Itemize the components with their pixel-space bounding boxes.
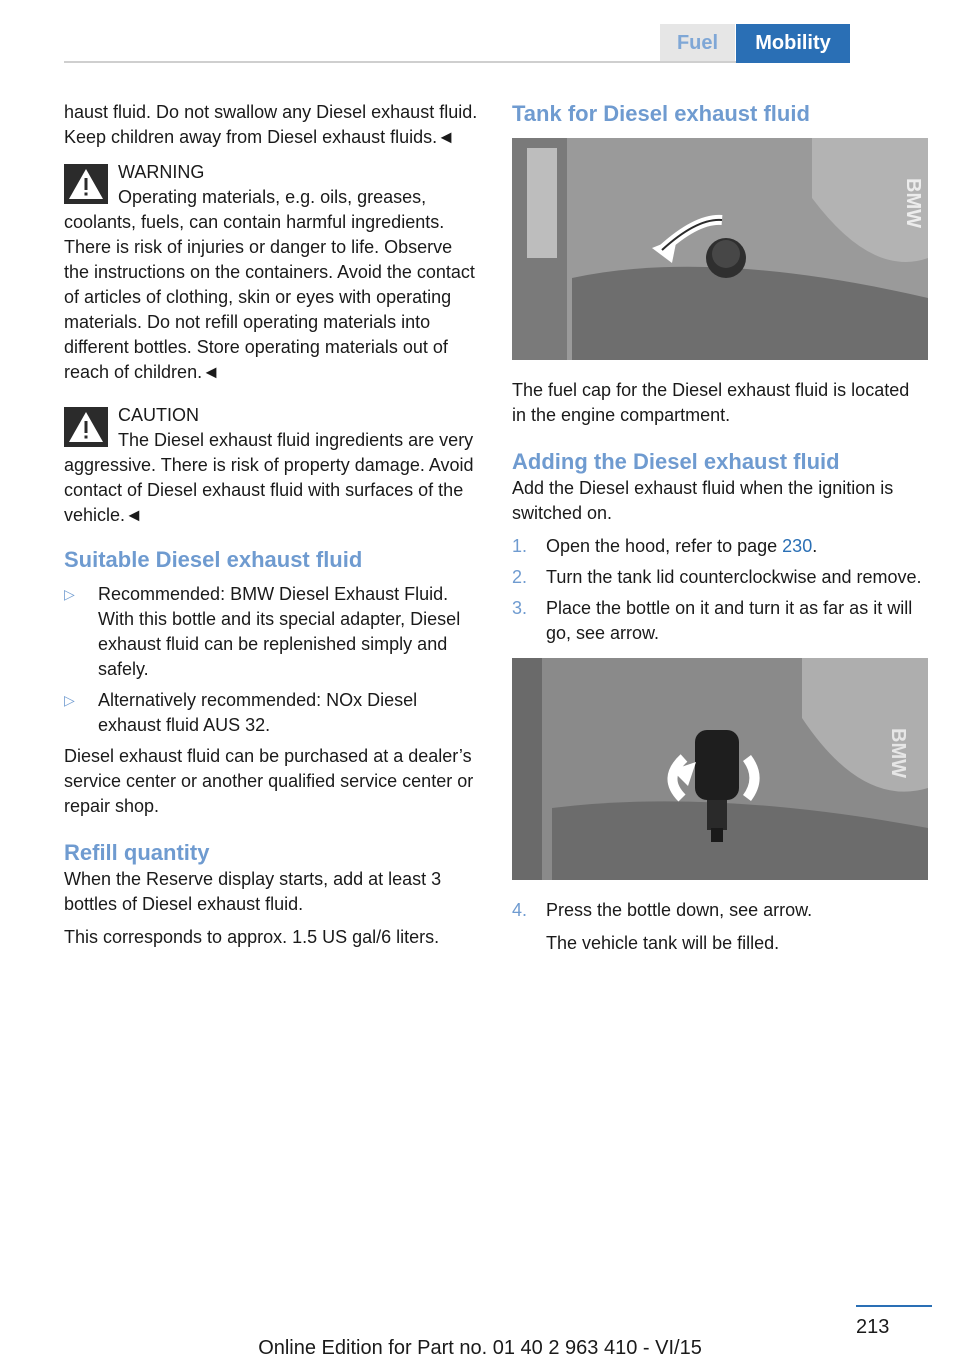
- page-number: 213: [856, 1316, 890, 1338]
- refill-paragraph: When the Reserve display starts, add at least 3 bottles of Diesel exhaust fluid.: [64, 869, 442, 914]
- right-column: [512, 100, 928, 962]
- step-item: [512, 596, 928, 646]
- caution-block: [64, 403, 478, 528]
- step-item: [512, 534, 928, 559]
- page-230-link[interactable]: 230: [782, 536, 813, 556]
- list-item-text: Alternatively recommended: NOx Diesel exhaust fluid AUS 32.: [98, 690, 418, 735]
- tank-heading: Tank for Diesel exhaust fluid: [512, 101, 810, 126]
- tab-fuel[interactable]: Fuel: [660, 24, 735, 62]
- header-divider-accent: [736, 61, 850, 63]
- step-number: 3.: [512, 598, 528, 618]
- list-item: [64, 582, 478, 682]
- footer-divider: [856, 1305, 932, 1307]
- warning-title: WARNING: [118, 162, 205, 182]
- svg-text:BMW: BMW: [902, 178, 924, 228]
- bullet-triangle-icon: ▷: [64, 586, 75, 602]
- adding-fluid-heading: Adding the Diesel exhaust fluid: [512, 449, 840, 474]
- step-text: Open the hood, refer to page: [546, 536, 783, 556]
- step-text: Turn the tank lid counterclockwise and remove.: [546, 567, 922, 587]
- suitable-fluid-heading: Suitable Diesel exhaust fluid: [64, 547, 363, 572]
- header-divider: [64, 61, 850, 63]
- step-text-end: .: [812, 536, 818, 556]
- step-number: 4.: [512, 900, 528, 920]
- list-item: [64, 688, 478, 738]
- step-text: Press the bottle down, see arrow.: [546, 900, 813, 920]
- edition-footer: Online Edition for Part no. 01 40 2 963 410 - VI/15: [258, 1337, 702, 1359]
- step-item: [512, 565, 928, 590]
- adding-steps-list: [512, 534, 928, 646]
- list-item-text: Recommended: BMW Diesel Exhaust Fluid. With this bottle and its special adapter, Diesel exhaust fluid can be replenished simply and safely.: [98, 584, 461, 679]
- caution-title: CAUTION: [118, 405, 199, 425]
- purchase-paragraph: Diesel exhaust fluid can be purchased at a dealer’s service center or another qualified service center or repair shop.: [64, 746, 474, 816]
- bottle-photo: [512, 658, 928, 880]
- left-column: [64, 100, 478, 958]
- warning-text: Operating materials, e.g. oils, greases, coolants, fuels, can contain harmful ingredients. There is risk of injuries or danger to life. Observe the instructions on the containers. Avoid the contact of articles of clothing, skin or eyes with operating materials. Do not refill operating materials into different bottles. Store operating materials out of reach of children.◄: [64, 187, 475, 382]
- svg-text:BMW: BMW: [887, 728, 909, 778]
- corresponds-paragraph: This corresponds to approx. 1.5 US gal/6 liters.: [64, 927, 440, 947]
- step-item: [512, 898, 928, 956]
- suitable-fluid-list: [64, 582, 478, 738]
- refill-quantity-heading: Refill quantity: [64, 840, 210, 865]
- tank-caption: The fuel cap for the Diesel exhaust fluid is located in the engine compartment.: [512, 380, 910, 425]
- tab-mobility[interactable]: Mobility: [736, 24, 850, 62]
- step-number: 1.: [512, 536, 528, 556]
- step-number: 2.: [512, 567, 528, 587]
- bullet-triangle-icon: ▷: [64, 692, 75, 708]
- step-subtext: The vehicle tank will be filled.: [546, 933, 780, 953]
- adding-steps-list-continued: [512, 898, 928, 956]
- caution-triangle-icon: [64, 407, 108, 447]
- caution-text: The Diesel exhaust fluid ingredients are very aggressive. There is risk of property damage. Avoid contact of Diesel exhaust fluid with surfaces of the vehicle.◄: [64, 430, 474, 525]
- adding-paragraph: Add the Diesel exhaust fluid when the ignition is switched on.: [512, 478, 894, 523]
- intro-paragraph: haust fluid. Do not swallow any Diesel exhaust fluid. Keep children away from Diesel exhaust fluids.◄: [64, 102, 478, 147]
- warning-block: [64, 160, 478, 385]
- step-text: Place the bottle on it and turn it as far as it will go, see arrow.: [546, 598, 913, 643]
- warning-triangle-icon: [64, 164, 108, 204]
- engine-cap-photo: [512, 138, 928, 360]
